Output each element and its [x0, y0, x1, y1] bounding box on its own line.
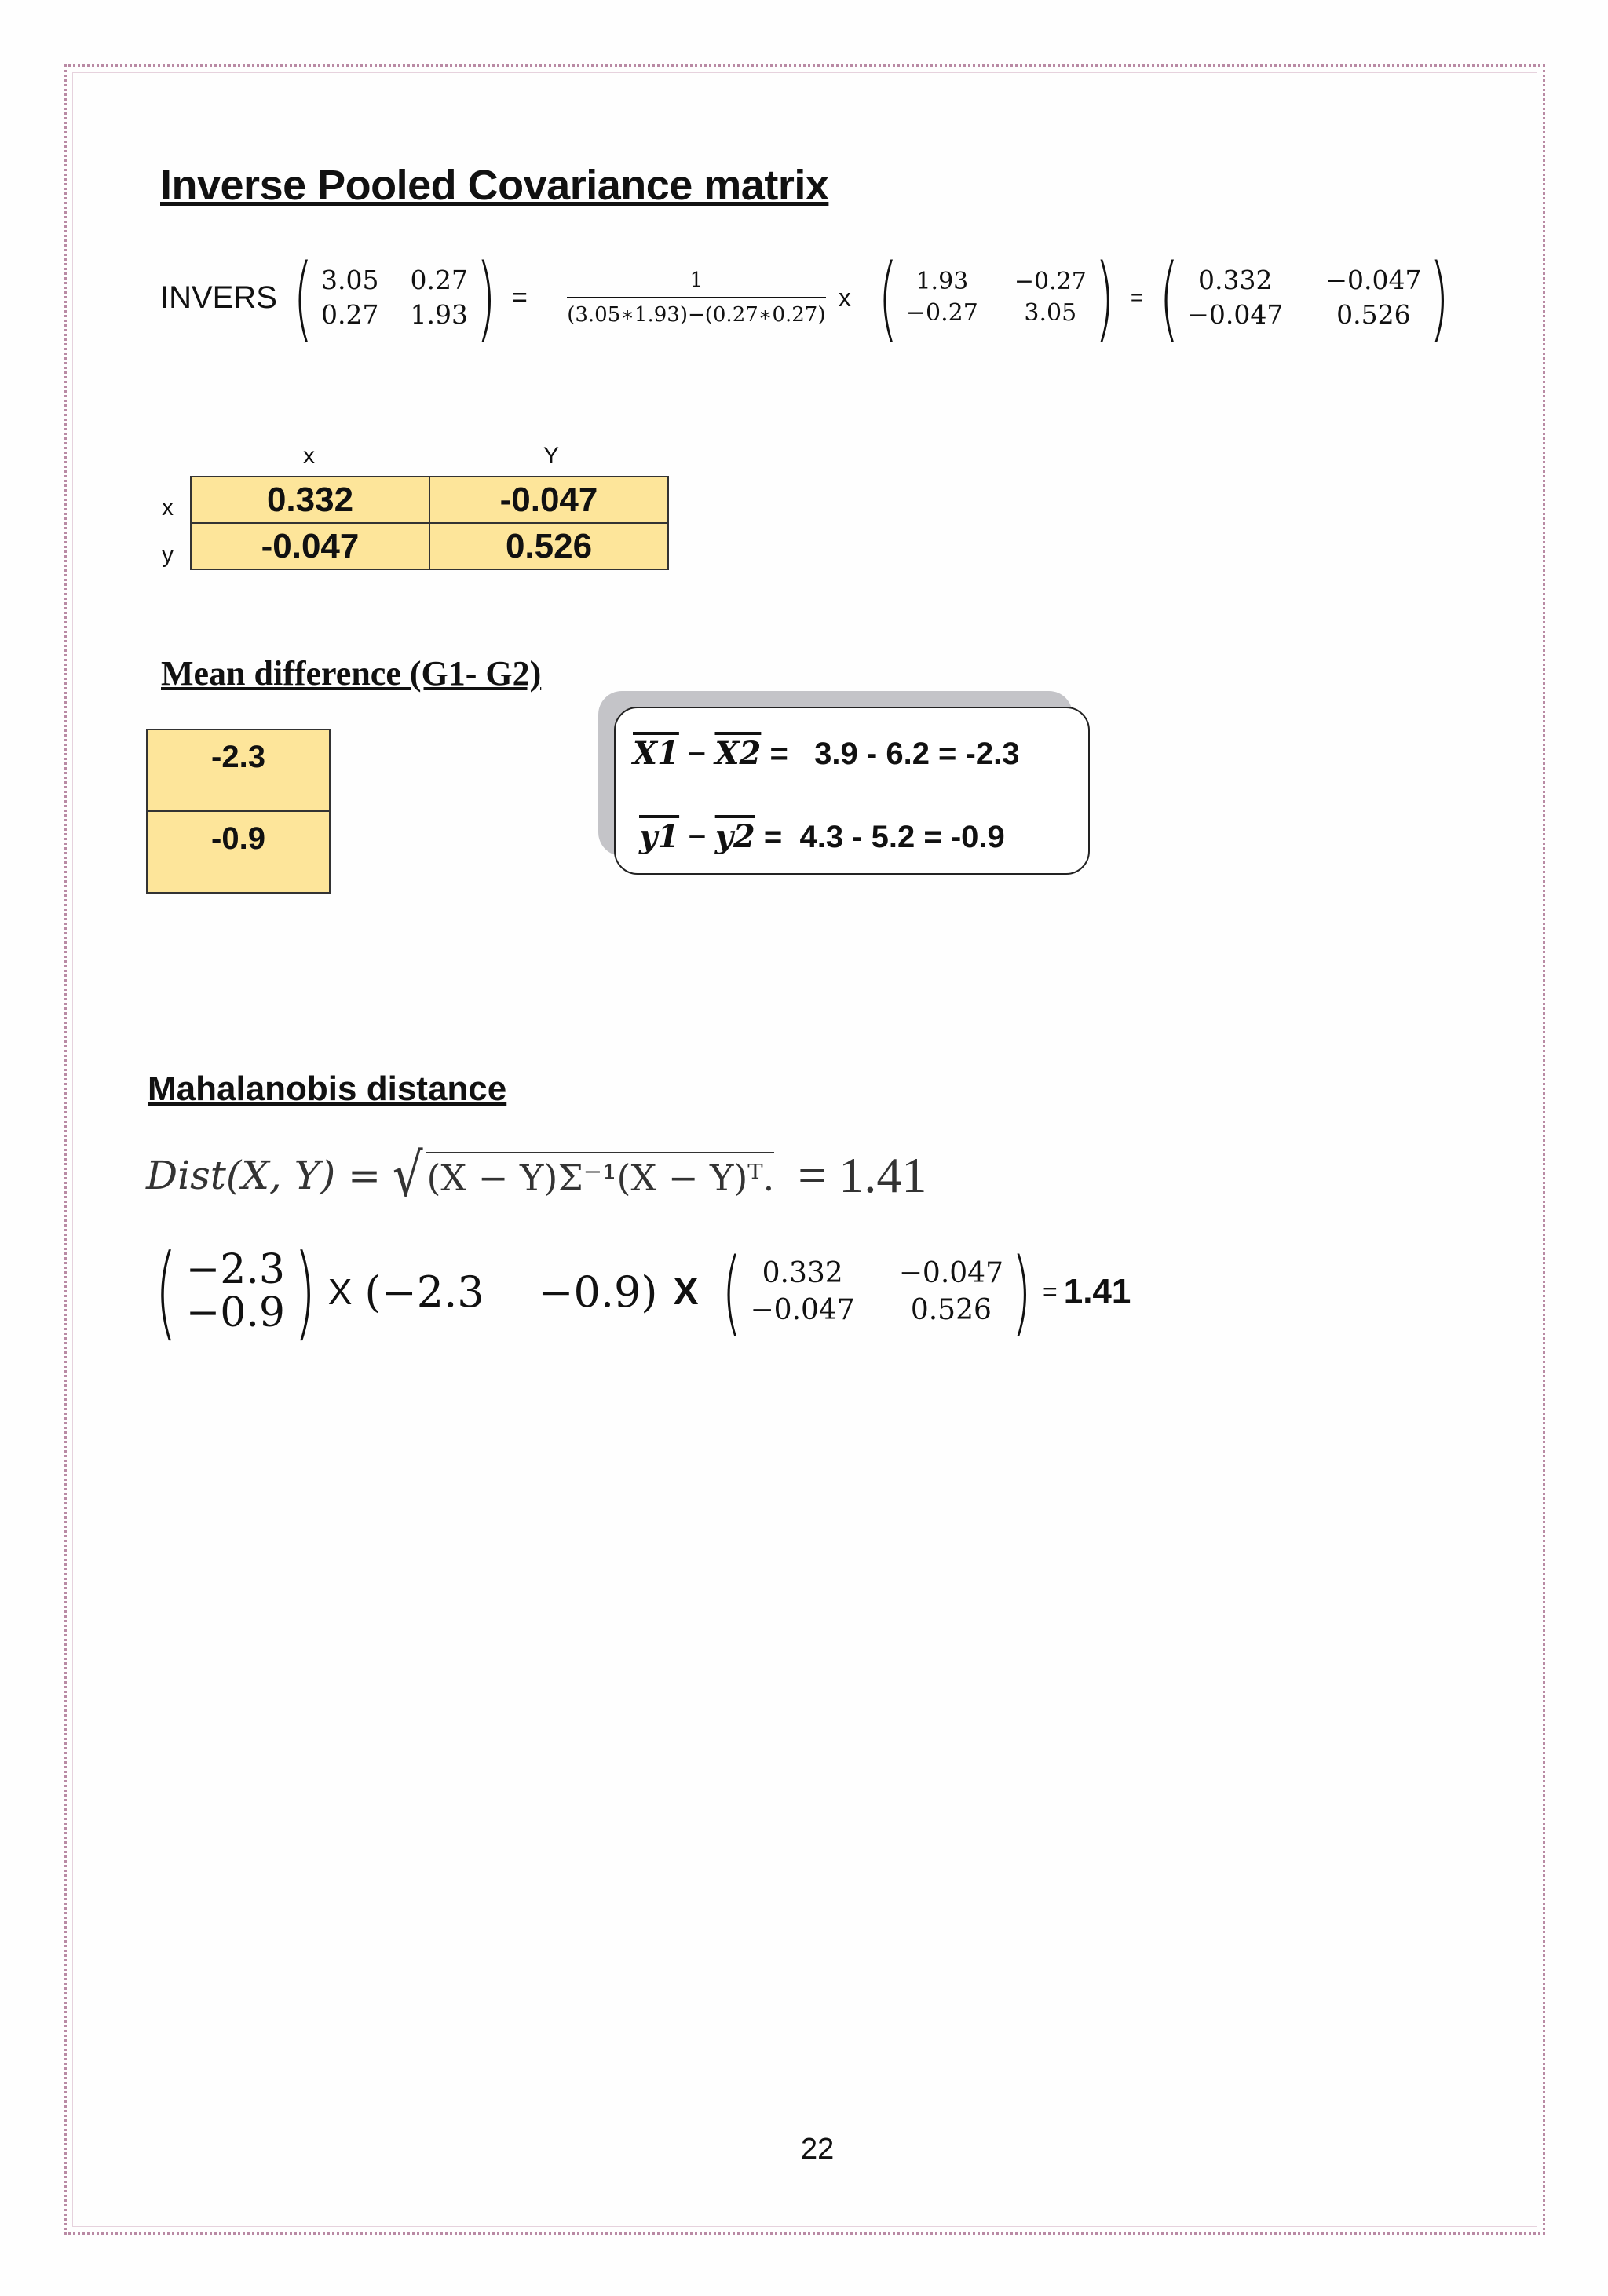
formula-sqrt-content: (X − Y)Σ⁻¹(X − Y)ᵀ.: [426, 1152, 774, 1199]
vector-cell: −2.3: [185, 1246, 285, 1294]
formula-left: Dist(X, Y) =: [146, 1152, 382, 1198]
mahalanobis-title: Mahalanobis distance: [148, 1069, 507, 1108]
fraction-numerator: 1: [689, 269, 704, 292]
equals-sign: =: [1130, 285, 1144, 309]
invers-label: INVERS: [160, 280, 277, 315]
times-sign: x: [838, 283, 851, 312]
row-vector: (−2.3 −0.9): [364, 1267, 658, 1317]
mahalanobis-formula: [146, 1140, 926, 1210]
matrix-cell: 0.526: [1336, 299, 1411, 330]
matrix-cell: −0.047: [1325, 265, 1422, 296]
equation-text: = 4.3 - 5.2 = -0.9: [763, 820, 1005, 854]
times-sign: X: [673, 1270, 699, 1313]
inverse-matrix: ( 0.332 −0.047 −0.047 0.526 ): [1159, 243, 1450, 352]
mean-difference-table: [146, 729, 331, 894]
inverse-equation: [160, 243, 1458, 352]
matrix-cell: −0.27: [1014, 268, 1087, 295]
y1-bar: y1: [639, 818, 680, 855]
mean-equation-box: [614, 707, 1090, 875]
x1-bar: X1: [633, 735, 679, 772]
mean-difference-title: Mean difference (G1- G2): [161, 654, 542, 693]
fraction: [567, 269, 826, 327]
table-cell: -2.3: [147, 729, 330, 811]
matrix-cell: −0.047: [750, 1294, 855, 1326]
table-cell: -0.047: [191, 523, 429, 569]
sqrt-sign: √: [392, 1140, 423, 1210]
matrix-cell: −0.27: [905, 299, 978, 327]
col-header-x: x: [303, 443, 315, 469]
matrix-cell: 3.05: [320, 265, 379, 296]
mean-equation-x: [633, 735, 1019, 772]
mean-equation-y: [639, 818, 1005, 855]
matrix-cell: 0.526: [910, 1294, 992, 1326]
times-sign: X: [327, 1271, 353, 1312]
minus-sign: −: [688, 737, 707, 771]
column-vector: ( −2.3 −0.9 ): [155, 1232, 316, 1351]
table-cell: -0.047: [429, 477, 668, 523]
row-header-y: y: [162, 542, 174, 568]
minus-sign: −: [688, 820, 707, 854]
table-cell: -0.9: [147, 811, 330, 893]
table-cell: 0.526: [429, 523, 668, 569]
cov-matrix: ( 3.05 0.27 0.27 1.93 ): [293, 243, 496, 352]
y2-bar: y2: [714, 818, 755, 855]
matrix-cell: −0.047: [1187, 299, 1284, 330]
matrix-cell: −0.047: [898, 1256, 1003, 1289]
inverse-matrix-repeat: ( 0.332 −0.047 −0.047 0.526 ): [722, 1238, 1032, 1346]
inverse-cov-table: [190, 476, 669, 570]
mahalanobis-computation: [146, 1232, 1131, 1351]
adj-matrix: ( 1.93 −0.27 −0.27 3.05 ): [878, 243, 1115, 352]
matrix-cell: 1.93: [410, 299, 468, 330]
matrix-cell: 0.27: [320, 299, 379, 330]
matrix-cell: 0.27: [410, 265, 468, 296]
page-title: Inverse Pooled Covariance matrix: [160, 162, 829, 209]
table-row: [191, 523, 668, 569]
table-row: [191, 477, 668, 523]
table-row: [147, 811, 330, 893]
matrix-cell: 3.05: [1024, 299, 1077, 327]
formula-result: = 1.41: [798, 1146, 927, 1203]
mahalanobis-result: 1.41: [1063, 1272, 1131, 1311]
col-header-y: Y: [543, 443, 560, 469]
x2-bar: X2: [714, 735, 762, 772]
row-header-x: x: [162, 495, 174, 521]
matrix-cell: 0.332: [762, 1256, 843, 1289]
fraction-denominator: (3.05∗1.93)−(0.27∗0.27): [567, 303, 826, 327]
equals-sign: =: [1043, 1277, 1058, 1306]
equals-sign: =: [512, 282, 528, 313]
table-row: [147, 729, 330, 811]
matrix-cell: 1.93: [915, 268, 969, 295]
page-number: 22: [801, 2133, 835, 2166]
vector-cell: −0.9: [185, 1289, 285, 1336]
matrix-cell: 0.332: [1198, 265, 1273, 296]
equation-text: = 3.9 - 6.2 = -2.3: [769, 737, 1020, 771]
table-cell: 0.332: [191, 477, 429, 523]
